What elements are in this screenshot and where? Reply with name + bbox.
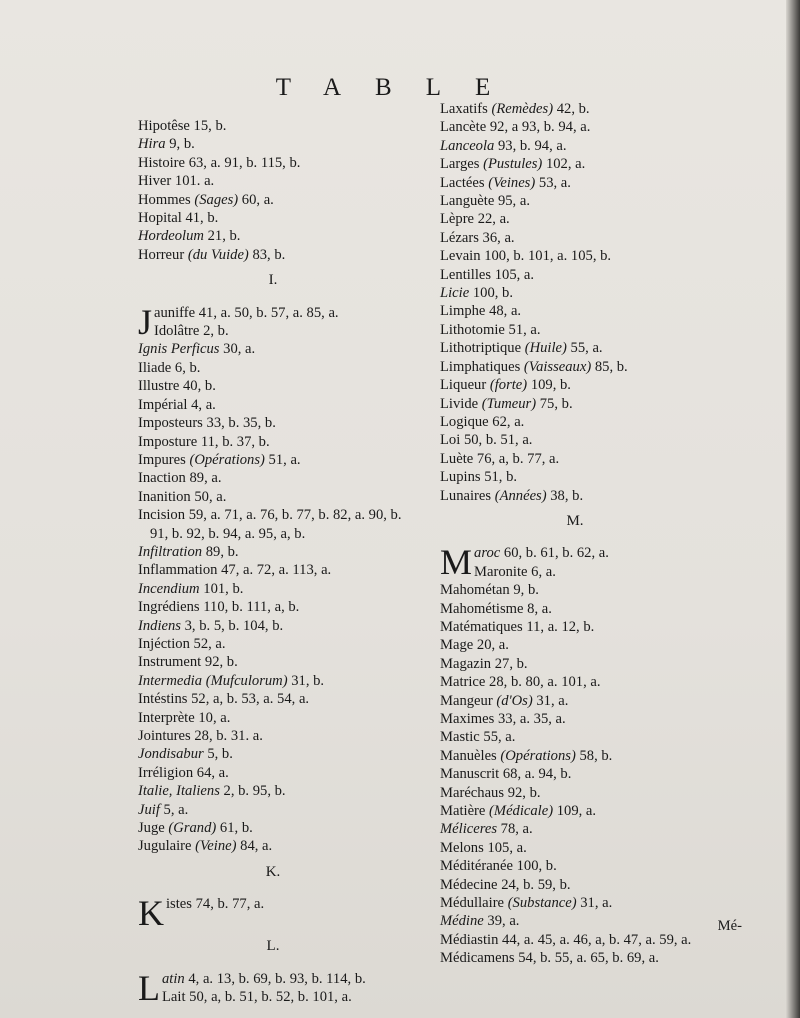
entry-pages: 33, a. 35, a.: [497, 711, 566, 727]
entry-term: Hira: [138, 136, 166, 153]
entry-term: Laxatifs: [440, 101, 488, 117]
entry-term: Larges: [440, 156, 480, 173]
index-entry: [138, 488, 438, 506]
entry-pages: 33, b. 35, b.: [206, 415, 276, 432]
entry-pages: 31, a.: [536, 692, 569, 709]
section-letter: I.: [268, 272, 278, 289]
entry-term: Médullaire: [440, 895, 505, 912]
entry-qualifier: (Tumeur): [481, 395, 537, 412]
index-entry: [138, 304, 438, 322]
index-entry: [440, 857, 740, 875]
entry-term: Médine: [440, 913, 484, 930]
entry-term: Matématiques: [440, 618, 523, 635]
entry-pages: 50, a.: [194, 488, 227, 505]
entry-term: Lait: [162, 989, 186, 1006]
index-entry: [138, 782, 438, 800]
entry-pages: 6, a.: [531, 563, 556, 580]
entry-term: Maximes: [440, 711, 495, 727]
entry-pages: 54, b. 55, a. 65, b. 69, a.: [518, 950, 659, 967]
entry-term: atin: [162, 970, 185, 987]
entry-pages: 40, b.: [183, 378, 216, 395]
entry-term: Irréligion: [138, 764, 194, 781]
entry-pages: 64, a.: [196, 764, 229, 781]
index-entry: [138, 801, 438, 819]
index-entry: [440, 155, 740, 173]
entry-pages: 85, b.: [594, 358, 628, 375]
index-entry: [138, 690, 438, 708]
index-entry: [440, 302, 740, 320]
index-entry: [440, 876, 740, 894]
entry-pages: 44, a. 45, a. 46, a, b. 47, a. 59, a.: [502, 931, 692, 948]
entry-term: Impérial: [138, 396, 188, 413]
index-column-right: [440, 100, 740, 968]
entry-term: Méliceres: [440, 821, 497, 838]
entry-pages: 51, a.: [508, 321, 541, 338]
entry-term: Mastic: [440, 729, 480, 746]
index-entry: [138, 154, 438, 172]
index-entry: [440, 563, 740, 581]
entry-pages: 51, a.: [268, 451, 301, 468]
entry-qualifier: (Grand): [168, 820, 217, 837]
entry-pages: 42, b.: [556, 101, 590, 117]
entry-pages: 109, a.: [556, 803, 597, 820]
index-entry: [138, 970, 438, 988]
entry-term: Lithotriptique: [440, 340, 522, 357]
entry-pages: 53, a.: [538, 174, 571, 191]
entry-term: Lancète: [440, 119, 487, 136]
index-entry: [138, 727, 438, 745]
entry-term: Levain: [440, 248, 481, 265]
index-entry: [440, 376, 740, 394]
index-entry: [440, 747, 740, 765]
entry-pages: 95, a.: [497, 193, 530, 210]
index-entry: [440, 655, 740, 673]
entry-term: Hordeolum: [138, 228, 204, 245]
entry-term: Indiens: [138, 617, 181, 634]
entry-term: Logique: [440, 413, 489, 430]
index-entry: [440, 912, 740, 930]
entry-term: Luète: [440, 450, 474, 467]
entry-term: Maronite: [474, 563, 528, 580]
index-entry: [138, 340, 438, 358]
entry-pages: 4, a.: [191, 396, 216, 413]
entry-pages: 52, a.: [193, 635, 226, 652]
entry-pages: 22, a.: [477, 211, 510, 228]
entry-pages: 10, a.: [198, 709, 231, 726]
entry-term: Lactées: [440, 174, 485, 191]
entry-qualifier: (Veine): [195, 838, 237, 855]
entry-pages: 63, a. 91, b. 115, b.: [188, 154, 301, 171]
index-entry: [138, 709, 438, 727]
index-entry: [138, 414, 438, 432]
entry-pages: 8, a.: [527, 600, 552, 617]
entry-term: Iliade: [138, 359, 172, 376]
entry-pages: 9, b.: [169, 136, 195, 153]
entry-term: Lèpre: [440, 211, 475, 228]
index-entry: [440, 710, 740, 728]
index-entry: [138, 764, 438, 782]
entry-pages: 27, b.: [494, 655, 528, 672]
index-entry: [440, 636, 740, 654]
entry-term: Juif: [138, 801, 160, 818]
entry-pages: 83, b.: [252, 246, 286, 263]
index-entry: [138, 819, 438, 837]
entry-qualifier: (Vaisseaux): [523, 358, 592, 375]
entry-pages: 58, b.: [579, 747, 613, 764]
entry-term: Illustre: [138, 378, 180, 395]
index-entry: [440, 949, 740, 967]
entry-term: Intéstins: [138, 691, 188, 708]
drop-capital: M: [440, 542, 473, 583]
index-entry: [440, 266, 740, 284]
entry-pages: 91, b. 92, b. 94, a. 95, a, b.: [150, 525, 306, 542]
index-entry: [440, 544, 740, 562]
entry-term: Lithotomie: [440, 321, 505, 338]
index-entry: [138, 580, 438, 598]
entry-pages: 9, b.: [513, 582, 539, 599]
entry-qualifier: (Opérations): [500, 747, 576, 764]
index-entry: [440, 174, 740, 192]
entry-term: Lupins: [440, 469, 481, 486]
entry-pages: 102, a.: [545, 156, 586, 173]
index-entry: [138, 191, 438, 209]
section-letter: M.: [566, 512, 584, 529]
entry-pages: 51, b.: [484, 469, 518, 486]
index-entry: [138, 561, 438, 579]
index-entry: [138, 543, 438, 561]
entry-term: Languète: [440, 193, 495, 210]
entry-pages: 89, a.: [189, 470, 222, 487]
entry-qualifier: (Années): [494, 487, 547, 504]
entry-term: Ignis Perficus: [138, 341, 220, 358]
index-entry: [138, 988, 438, 1006]
entry-pages: 92, b.: [507, 784, 541, 801]
entry-term: Infiltration: [138, 543, 203, 560]
entry-pages: 41, b.: [185, 210, 219, 227]
entry-pages: 31, b.: [291, 672, 325, 689]
entry-pages: 50, a, b. 51, b. 52, b. 101, a.: [189, 989, 352, 1006]
entry-pages: 15, b.: [193, 118, 227, 134]
entry-qualifier: (Sages): [194, 191, 239, 208]
entry-pages: 68, a. 94, b.: [502, 766, 572, 783]
entry-term: Limphatiques: [440, 358, 521, 375]
entry-qualifier: (Substance): [507, 895, 577, 912]
index-entry: [138, 433, 438, 451]
index-entry: [138, 469, 438, 487]
entry-qualifier: (Mufculorum): [205, 672, 288, 689]
index-column-left: [138, 117, 438, 1006]
entry-pages: 110, b. 111, a, b.: [203, 599, 300, 616]
entry-term: Ingrédiens: [138, 599, 200, 616]
entry-term: Juge: [138, 820, 165, 837]
index-entry: [440, 210, 740, 228]
index-entry: [440, 468, 740, 486]
index-entry: [138, 451, 438, 469]
entry-pages: 101, b.: [203, 580, 244, 597]
entry-pages: 2, b.: [203, 323, 229, 340]
drop-capital: L: [138, 967, 160, 1008]
entry-term: auniffe: [154, 304, 196, 321]
entry-qualifier: (d'Os): [496, 692, 533, 709]
page-title: TABLE: [275, 74, 525, 101]
entry-term: Livide: [440, 395, 479, 412]
index-entry: [440, 450, 740, 468]
entry-pages: 5, b.: [207, 746, 233, 763]
entry-pages: 48, a.: [489, 303, 522, 320]
entry-term: Maréchaus: [440, 784, 505, 801]
entry-pages: 41, a. 50, b. 57, a. 85, a.: [198, 304, 339, 321]
dropcap-block: [138, 967, 438, 1008]
index-entry: [440, 339, 740, 357]
entry-pages: 100, b. 101, a. 105, b.: [484, 248, 612, 265]
index-entry: [138, 525, 438, 543]
entry-term: Inanition: [138, 488, 191, 505]
index-entry: [138, 617, 438, 635]
entry-term: Jugulaire: [138, 838, 192, 855]
entry-pages: 2, b. 95, b.: [223, 783, 286, 800]
index-entry: [440, 284, 740, 302]
entry-term: Interprète: [138, 709, 195, 726]
dropcap-block: [440, 544, 740, 581]
entry-qualifier: (Huile): [524, 340, 567, 357]
entry-term: Jointures: [138, 728, 191, 744]
entry-term: Mahométan: [440, 582, 510, 599]
entry-pages: 36, a.: [482, 229, 515, 246]
entry-term: Idolâtre: [154, 323, 200, 340]
entry-pages: 20, a.: [476, 637, 509, 654]
entry-pages: 109, b.: [530, 377, 571, 394]
entry-pages: 60, a.: [241, 191, 274, 208]
entry-term: Incendium: [138, 580, 200, 597]
entry-term: Hommes: [138, 191, 191, 208]
entry-term: Inaction: [138, 470, 186, 487]
entry-term: Manuèles: [440, 747, 497, 764]
entry-qualifier: (du Vuide): [187, 246, 249, 263]
entry-pages: 50, b. 51, a.: [463, 432, 533, 449]
entry-term: Italie, Italiens: [138, 783, 220, 800]
index-entry: [138, 172, 438, 190]
entry-term: Médicamens: [440, 950, 515, 967]
entry-term: Médecine: [440, 876, 498, 893]
entry-pages: 59, a. 71, a. 76, b. 77, b. 82, a. 90, b.: [188, 507, 402, 524]
entry-term: Histoire: [138, 154, 186, 171]
entry-qualifier: (Remèdes): [491, 101, 554, 117]
entry-term: Incision: [138, 507, 186, 524]
entry-term: Jondisabur: [138, 746, 204, 763]
entry-term: Horreur: [138, 246, 185, 263]
entry-pages: 61, b.: [219, 820, 253, 837]
index-entry: [440, 618, 740, 636]
entry-term: Lanceola: [440, 137, 495, 154]
entry-term: Mahométisme: [440, 600, 524, 617]
index-entry: [138, 837, 438, 855]
entry-pages: 78, a.: [500, 821, 533, 838]
entry-pages: 89, b.: [205, 543, 239, 560]
index-entry: [440, 321, 740, 339]
entry-term: Imposture: [138, 433, 198, 450]
entry-pages: 101. a.: [174, 173, 215, 190]
entry-pages: 55, a.: [570, 340, 603, 357]
entry-pages: 55, a.: [483, 729, 516, 746]
entry-pages: 100, b.: [516, 858, 557, 875]
entry-term: Matière: [440, 803, 486, 820]
entry-pages: 21, b.: [207, 228, 241, 245]
entry-qualifier: (Opérations): [189, 451, 265, 468]
entry-pages: 3, b. 5, b. 104, b.: [184, 617, 284, 634]
entry-term: Hopital: [138, 210, 182, 227]
entry-pages: 100, b.: [472, 285, 513, 302]
index-entry: [138, 598, 438, 616]
index-entry: [138, 135, 438, 153]
entry-pages: 75, b.: [539, 395, 573, 412]
entry-term: Imposteurs: [138, 415, 203, 432]
entry-pages: 47, a. 72, a. 113, a.: [221, 562, 332, 579]
index-entry: [138, 895, 438, 913]
index-entry: [138, 246, 438, 264]
entry-pages: 92, b.: [204, 654, 238, 671]
index-entry: [138, 209, 438, 227]
dropcap-block: [138, 893, 438, 934]
index-entry: [440, 839, 740, 857]
entry-pages: 6, b.: [174, 359, 201, 376]
entry-pages: 31, a.: [580, 895, 613, 912]
entry-term: Limphe: [440, 303, 486, 320]
index-entry: [138, 359, 438, 377]
index-entry: [440, 728, 740, 746]
index-entry: [138, 653, 438, 671]
entry-pages: 39, a.: [487, 913, 520, 930]
entry-pages: 60, b. 61, b. 62, a.: [503, 545, 609, 562]
index-entry: [440, 931, 740, 949]
entry-term: Loi: [440, 432, 461, 449]
index-entry: [138, 377, 438, 395]
index-entry: [138, 396, 438, 414]
entry-pages: 105, a.: [487, 839, 527, 856]
entry-term: Hiver: [138, 173, 172, 190]
index-entry: [440, 894, 740, 912]
index-entry: [440, 692, 740, 710]
index-entry: [440, 784, 740, 802]
entry-term: Manuscrit: [440, 766, 500, 783]
index-entry: [440, 413, 740, 431]
entry-pages: 105, a.: [494, 266, 535, 283]
entry-term: Mage: [440, 637, 474, 654]
entry-pages: 30, a.: [223, 341, 256, 358]
index-entry: [138, 745, 438, 763]
index-entry: [440, 431, 740, 449]
entry-term: Hipotêse: [138, 118, 190, 134]
entry-pages: 11, a. 12, b.: [526, 618, 595, 635]
entry-qualifier: (forte): [489, 377, 528, 394]
entry-pages: 5, a.: [163, 801, 189, 818]
entry-term: Méditéranée: [440, 858, 513, 875]
entry-term: aroc: [474, 545, 501, 562]
index-entry: [440, 192, 740, 210]
entry-pages: 74, b. 77, a.: [195, 896, 265, 913]
entry-pages: 38, b.: [550, 487, 584, 504]
index-entry: [440, 395, 740, 413]
entry-pages: 24, b. 59, b.: [501, 876, 571, 893]
drop-capital: K: [138, 893, 164, 934]
index-entry: [440, 247, 740, 265]
index-entry: [440, 487, 740, 505]
entry-term: Instrument: [138, 654, 202, 671]
entry-term: Melons: [440, 839, 484, 856]
entry-pages: 62, a.: [492, 413, 525, 430]
index-entry: [440, 581, 740, 599]
entry-term: Magazin: [440, 655, 492, 672]
index-entry: [138, 635, 438, 653]
entry-term: Mangeur: [440, 692, 493, 709]
entry-term: Licie: [440, 285, 470, 302]
index-entry: [440, 802, 740, 820]
index-entry: [440, 100, 740, 118]
entry-term: istes: [166, 896, 192, 913]
section-letter: K.: [265, 863, 281, 880]
entry-term: Lentilles: [440, 266, 492, 283]
entry-pages: 28, b. 80, a. 101, a.: [489, 674, 601, 691]
entry-term: Lunaires: [440, 487, 492, 504]
entry-term: Intermedia: [138, 672, 203, 689]
page-edge-shadow: [786, 0, 800, 1018]
entry-term: Impures: [138, 451, 186, 468]
entry-pages: 76, a, b. 77, a.: [476, 450, 560, 467]
index-entry: [440, 765, 740, 783]
entry-pages: 4, a. 13, b. 69, b. 93, b. 114, b.: [188, 970, 366, 987]
index-entry: [138, 322, 438, 340]
entry-term: Matrice: [440, 674, 486, 691]
entry-qualifier: (Pustules): [483, 156, 543, 173]
entry-pages: 84, a.: [240, 838, 273, 855]
entry-term: Liqueur: [440, 377, 487, 394]
index-entry: [440, 118, 740, 136]
index-entry: [138, 672, 438, 690]
entry-pages: 52, a, b. 53, a. 54, a.: [191, 691, 310, 708]
index-entry: [138, 227, 438, 245]
index-entry: [138, 117, 438, 135]
entry-pages: 11, b. 37, b.: [200, 433, 270, 450]
index-entry: [138, 506, 438, 524]
section-letter: L.: [266, 938, 280, 955]
catchword: Mé-: [717, 918, 742, 934]
entry-term: Médiastin: [440, 931, 499, 948]
entry-qualifier: (Veines): [488, 174, 536, 191]
index-entry: [440, 600, 740, 618]
entry-pages: 93, b. 94, a.: [497, 137, 567, 154]
entry-qualifier: (Médicale): [489, 803, 554, 820]
entry-term: Lézars: [440, 229, 479, 246]
drop-capital: J: [138, 301, 153, 342]
index-entry: [440, 358, 740, 376]
entry-pages: 28, b. 31. a.: [194, 728, 263, 744]
entry-term: Inflammation: [138, 562, 218, 579]
index-entry: [440, 229, 740, 247]
dropcap-block: [138, 301, 438, 342]
entry-pages: 92, a 93, b. 94, a.: [489, 119, 591, 136]
index-entry: [440, 673, 740, 691]
entry-term: Injéction: [138, 635, 190, 652]
index-entry: [440, 820, 740, 838]
index-entry: [440, 137, 740, 155]
